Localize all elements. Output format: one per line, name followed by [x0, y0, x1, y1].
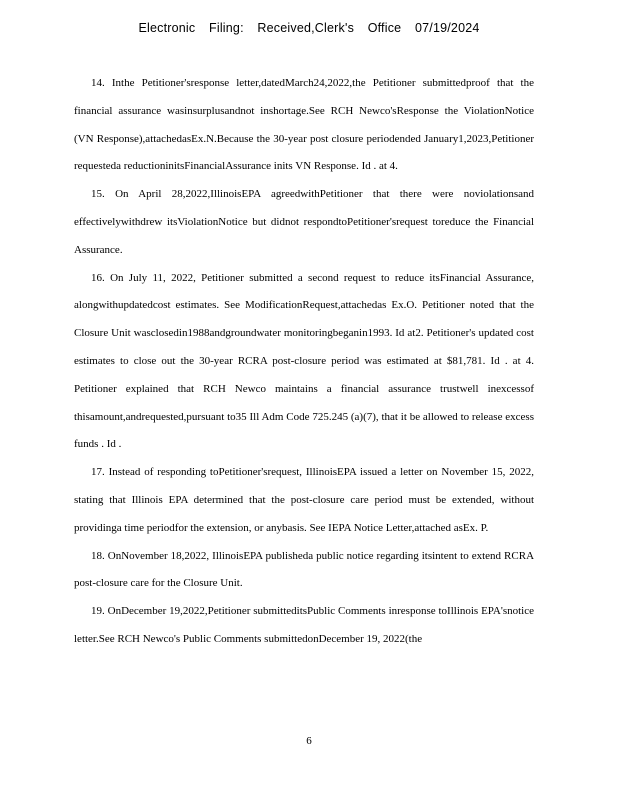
paragraph-14	[74, 70, 534, 181]
paragraph-number: 18.	[91, 549, 105, 562]
page-number: 6	[306, 735, 312, 747]
paragraph-text: OnDecember 19,2022,Petitioner submitteditsPublic Comments inresponse toIllinois EPA'snotice letter.See RCH Newco's Public Comments submittedonDecember 19, 2022(the	[74, 605, 534, 645]
paragraph-text: Instead of responding toPetitioner'srequest, IllinoisEPA issued a letter on November 15, 2022, stating that Illinois EPA determined that the post-closure care period must be extended, without providinga time periodfor the extension, or anybasis. See IEPA Notice Letter,attached asEx. P.	[74, 466, 534, 534]
paragraph-17	[74, 459, 534, 542]
document-body	[74, 70, 534, 654]
paragraph-number: 19.	[91, 605, 105, 618]
paragraph-15	[74, 181, 534, 264]
paragraph-text: On April 28,2022,IllinoisEPA agreedwithPetitioner that there were noviolationsand effectivelywithdrew itsViolationNotice but didnot respondtoPetitioner'srequest toreduce the Financial Assurance.	[74, 188, 534, 256]
paragraph-number: 15.	[91, 188, 105, 201]
paragraph-19	[74, 598, 534, 654]
paragraph-text: On July 11, 2022, Petitioner submitted a second request to reduce itsFinancial Assurance, alongwithupdatedcost estimates. See ModificationRequest,attachedas Ex.O. Petitioner noted that the Closure Unit wasclosedin1988andgroundwater monitoringbeganin1993. Id at2. Petitioner's updated cost estimates to close out the 30-year RCRA post-closure period was estimated at $81,781. Id . at 4. Petitioner explained that RCH Newco maintains a financial assurance trustwell inexcessof thisamount,andrequested,pursuant to35 Ill Adm Code 725.245 (a)(7), that it be allowed to release excess funds . Id .	[74, 271, 535, 451]
paragraph-18	[74, 543, 534, 599]
filing-stamp-header: Electronic Filing: Received,Clerk's Office 07/19/2024	[138, 21, 480, 35]
paragraph-16	[74, 265, 534, 460]
paragraph-number: 14.	[91, 77, 105, 89]
paragraph-number: 17.	[91, 466, 105, 479]
paragraph-text: OnNovember 18,2022, IllinoisEPA publisheda public notice regarding itsintent to extend RCRA post-closure care for the Closure Unit.	[74, 549, 535, 590]
paragraph-number: 16.	[91, 271, 105, 284]
paragraph-text: Inthe Petitioner'sresponse letter,datedMarch24,2022,the Petitioner submittedproof that the financial assurance wasinsurplusandnot inshortage.See RCH Newco'sResponse the ViolationNotice (VN Response),attachedasEx.N.Because the 30-year post closure periodended January1,2023,Petitioner requesteda reductioninitsFinancialAssurance inits VN Response. Id . at 4.	[74, 77, 534, 173]
